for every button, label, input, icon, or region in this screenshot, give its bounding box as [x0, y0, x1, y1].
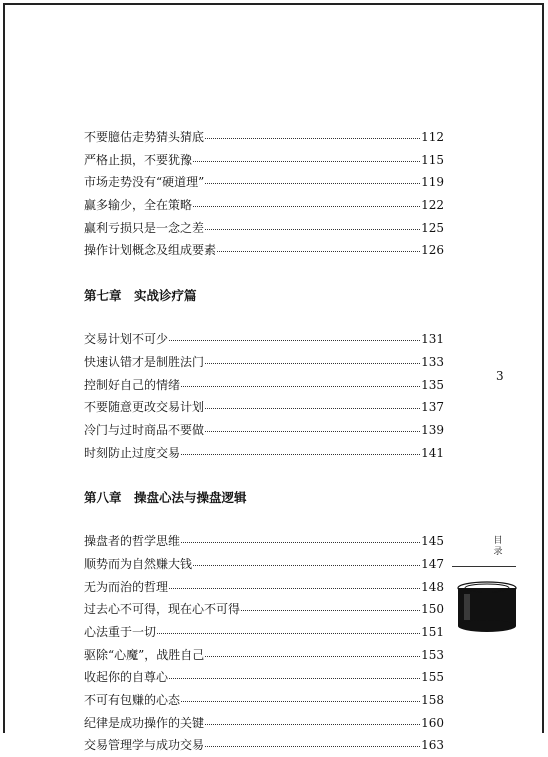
entry-page: 133	[421, 354, 444, 369]
entry-page: 135	[421, 377, 444, 392]
toc-entry[interactable]	[84, 239, 444, 262]
toc-entry[interactable]	[84, 149, 444, 172]
entry-page: 158	[421, 693, 444, 708]
entry-page: 160	[421, 715, 444, 730]
dot-leader	[169, 576, 420, 589]
entry-title: 纪律是成功操作的关键	[84, 715, 205, 730]
entry-title: 过去心不可得，现在心不可得	[84, 602, 241, 617]
table-of-contents	[84, 126, 444, 757]
entry-page: 150	[421, 602, 444, 617]
entry-title: 操作计划概念及组成要素	[84, 243, 217, 258]
dot-leader	[205, 644, 420, 657]
dot-leader	[181, 442, 420, 455]
entry-page: 145	[421, 534, 444, 549]
page-number: 3	[496, 369, 504, 383]
toc-entry[interactable]	[84, 442, 444, 465]
entry-title: 顺势而为自然赚大钱	[84, 556, 193, 571]
entry-page: 148	[421, 579, 444, 594]
toc-entry[interactable]	[84, 712, 444, 735]
ink-seal-icon	[456, 580, 518, 634]
dot-leader	[205, 171, 420, 184]
toc-entry[interactable]	[84, 171, 444, 194]
dot-leader	[193, 194, 420, 207]
entry-page: 141	[421, 445, 444, 460]
dot-leader	[181, 374, 420, 387]
entry-page: 115	[421, 152, 444, 167]
entries-group-top	[84, 126, 444, 262]
toc-entry[interactable]	[84, 576, 444, 599]
entry-title: 驱除“心魔”，战胜自己	[84, 647, 205, 662]
toc-entry[interactable]	[84, 194, 444, 217]
entry-page: 153	[421, 647, 444, 662]
toc-entry[interactable]	[84, 621, 444, 644]
dot-leader	[205, 126, 420, 139]
dot-leader	[241, 598, 420, 611]
dot-leader	[205, 712, 420, 725]
entry-title: 控制好自己的情绪	[84, 377, 181, 392]
entry-title: 操盘者的哲学思维	[84, 534, 181, 549]
entry-page: 155	[421, 670, 444, 685]
chapter-8-entries	[84, 530, 444, 757]
entry-page: 122	[421, 198, 444, 213]
dot-leader	[205, 396, 420, 409]
toc-entry[interactable]	[84, 374, 444, 397]
entry-title: 心法重于一切	[84, 625, 157, 639]
entry-title: 快速认错才是制胜法门	[84, 354, 205, 369]
entry-title: 收起你的自尊心	[84, 670, 169, 685]
dot-leader	[193, 553, 420, 566]
toc-entry[interactable]	[84, 351, 444, 374]
toc-entry[interactable]	[84, 734, 444, 757]
entry-page: 119	[421, 175, 444, 190]
entry-title: 不要随意更改交易计划	[84, 400, 205, 415]
entry-title: 交易管理学与成功交易	[84, 738, 205, 753]
entry-title: 严格止损，不要犹豫	[84, 152, 193, 167]
dot-leader	[205, 419, 420, 432]
entry-page: 126	[421, 243, 444, 258]
toc-entry[interactable]	[84, 530, 444, 553]
entry-page: 147	[421, 556, 444, 571]
entry-title: 赢利亏损只是一念之差	[84, 220, 205, 235]
entry-title: 不要臆估走势猜头猜底	[84, 130, 205, 144]
toc-entry[interactable]	[84, 689, 444, 712]
toc-entry[interactable]	[84, 126, 444, 149]
toc-entry[interactable]	[84, 553, 444, 576]
entry-title: 不可有包赚的心态	[84, 693, 181, 708]
chapter-7-entries	[84, 328, 444, 464]
entry-page: 131	[421, 332, 444, 347]
dot-leader	[217, 239, 420, 252]
entry-title: 时刻防止过度交易	[84, 445, 181, 460]
dot-leader	[205, 734, 420, 747]
entry-title: 赢多输少，全在策略	[84, 198, 193, 213]
toc-entry[interactable]	[84, 598, 444, 621]
dot-leader	[157, 621, 420, 634]
toc-entry[interactable]	[84, 328, 444, 351]
entry-title: 市场走势没有“硬道理”	[84, 175, 205, 190]
entry-page: 112	[421, 130, 444, 144]
dot-leader	[181, 530, 420, 543]
side-rule-divider	[452, 566, 516, 567]
toc-entry[interactable]	[84, 644, 444, 667]
toc-entry[interactable]	[84, 419, 444, 442]
entry-page: 125	[421, 220, 444, 235]
dot-leader	[169, 666, 420, 679]
dot-leader	[169, 328, 420, 341]
entry-page: 137	[421, 400, 444, 415]
entry-page: 139	[421, 422, 444, 437]
entry-title: 交易计划不可少	[84, 332, 169, 347]
side-section-label: 目录	[493, 536, 503, 557]
toc-entry[interactable]	[84, 217, 444, 240]
toc-entry[interactable]	[84, 396, 444, 419]
dot-leader	[205, 351, 420, 364]
entry-title: 无为而治的哲理	[84, 579, 169, 594]
dot-leader	[181, 689, 420, 702]
dot-leader	[193, 149, 420, 162]
entry-page: 151	[421, 625, 444, 639]
chapter-8-heading[interactable]: 第八章 操盘心法与操盘逻辑	[84, 490, 247, 506]
entry-title: 冷门与过时商品不要做	[84, 422, 205, 437]
toc-entry[interactable]	[84, 666, 444, 689]
chapter-7-heading[interactable]: 第七章 实战诊疗篇	[84, 288, 197, 304]
entry-page: 163	[421, 738, 444, 753]
dot-leader	[205, 217, 420, 230]
